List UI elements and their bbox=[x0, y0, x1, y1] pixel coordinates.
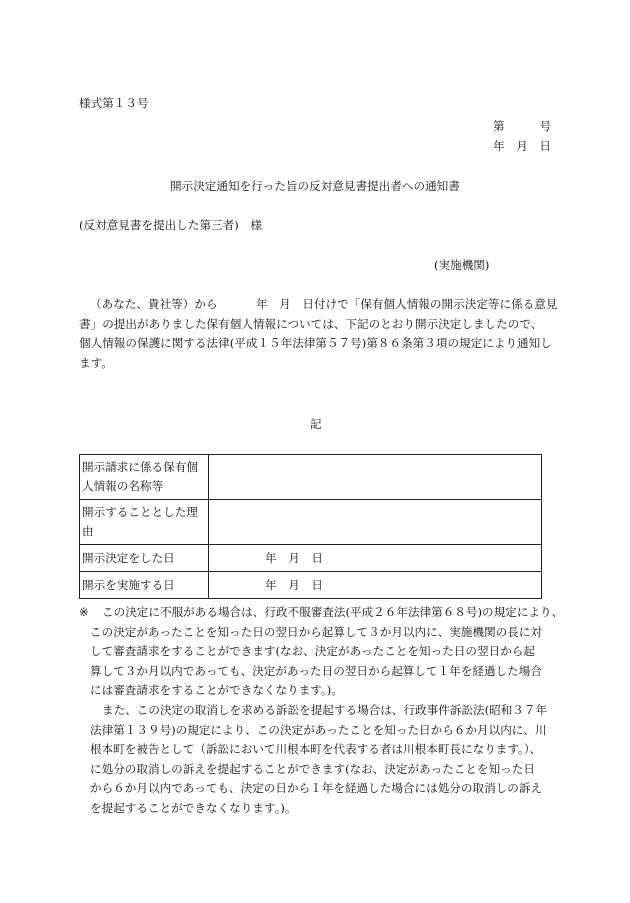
label-line: 開示請求に係る保有個 bbox=[82, 460, 198, 474]
label-line: 人情報の名称等 bbox=[82, 479, 164, 493]
note-mark: ※ bbox=[79, 605, 89, 619]
body-line: 個人情報の保護に関する法律(平成１５年法律第５７号)第８６条第３項の規定により通知し bbox=[79, 336, 552, 350]
note-line: して審査請求をすることができます(なお、決定があったことを知った日の翌日から起 bbox=[90, 644, 535, 658]
note-paragraph-1 bbox=[90, 603, 563, 701]
body-paragraph bbox=[79, 295, 557, 373]
disclosure-info-table bbox=[79, 454, 542, 599]
label-line: 開示決定をした日 bbox=[82, 550, 175, 565]
table-row bbox=[80, 572, 542, 599]
note-line: また、この決定の取消しを求める訴訟を提起する場合は、行政事件訴訟法(昭和３７年 bbox=[102, 703, 548, 717]
body-line: 書」の提出がありました保有個人情報については、下記のとおり開示決定しましたので、 bbox=[79, 316, 543, 331]
note-line: この決定があったことを知った日の翌日から起算して３か月以内に、実施機関の長に対 bbox=[90, 624, 543, 639]
row-value bbox=[209, 455, 542, 500]
addressee: (反対意見書を提出した第三者) 様 bbox=[79, 218, 262, 232]
note-paragraph-2 bbox=[90, 701, 547, 818]
issue-date: 年 月 日 bbox=[493, 139, 551, 153]
label-line: 開示を実施する日 bbox=[82, 577, 175, 592]
sender-organization: (実施機関) bbox=[434, 258, 490, 272]
body-line: （あなた、貴社等）から 年 月 日付けで「保有個人情報の開示決定等に係る意見 bbox=[90, 297, 558, 311]
table-row bbox=[80, 500, 542, 545]
note-line: から６か月以内であっても、決定の日から１年を経過した場合には処分の取消しの訴え bbox=[90, 781, 543, 795]
row-label bbox=[80, 545, 209, 572]
note-line: を提起することができなくなります。)。 bbox=[90, 800, 297, 815]
table-row bbox=[80, 545, 542, 572]
note-line: 算して３か月以内であっても、決定があった日の翌日から起算して１年を経過した場合 bbox=[90, 663, 542, 678]
row-label bbox=[80, 455, 209, 500]
note-line: 根本町を被告として（訴訟において川根本町を代表する者は川根本町長になります。）、 bbox=[90, 742, 542, 756]
note-line: には審査請求をすることができなくなります。)。 bbox=[90, 683, 343, 697]
row-value: 年 月 日 bbox=[209, 545, 542, 572]
note-line: 法律第１３９号)の規定により、この決定があったことを知った日から６か月以内に、川 bbox=[90, 722, 547, 737]
document-title: 開示決定通知を行った旨の反対意見書提出者への通知書 bbox=[170, 179, 460, 193]
note-line: に処分の取消しの訴えを提起することができます(なお、決定があったことを知った日 bbox=[90, 761, 535, 776]
label-line: 開示することとした理 bbox=[82, 505, 198, 519]
row-label bbox=[80, 572, 209, 599]
document-number: 第 号 bbox=[493, 119, 551, 133]
row-value bbox=[209, 500, 542, 545]
row-label bbox=[80, 500, 209, 545]
label-line: 由 bbox=[82, 524, 94, 538]
note-line: この決定に不服がある場合は、行政不服審査法(平成２６年法律第６８号)の規定により、 bbox=[102, 605, 564, 619]
form-number: 様式第１３号 bbox=[79, 96, 149, 110]
table-row bbox=[80, 455, 542, 500]
body-line: ます。 bbox=[79, 355, 113, 370]
row-value: 年 月 日 bbox=[209, 572, 542, 599]
ki-heading: 記 bbox=[310, 417, 322, 431]
